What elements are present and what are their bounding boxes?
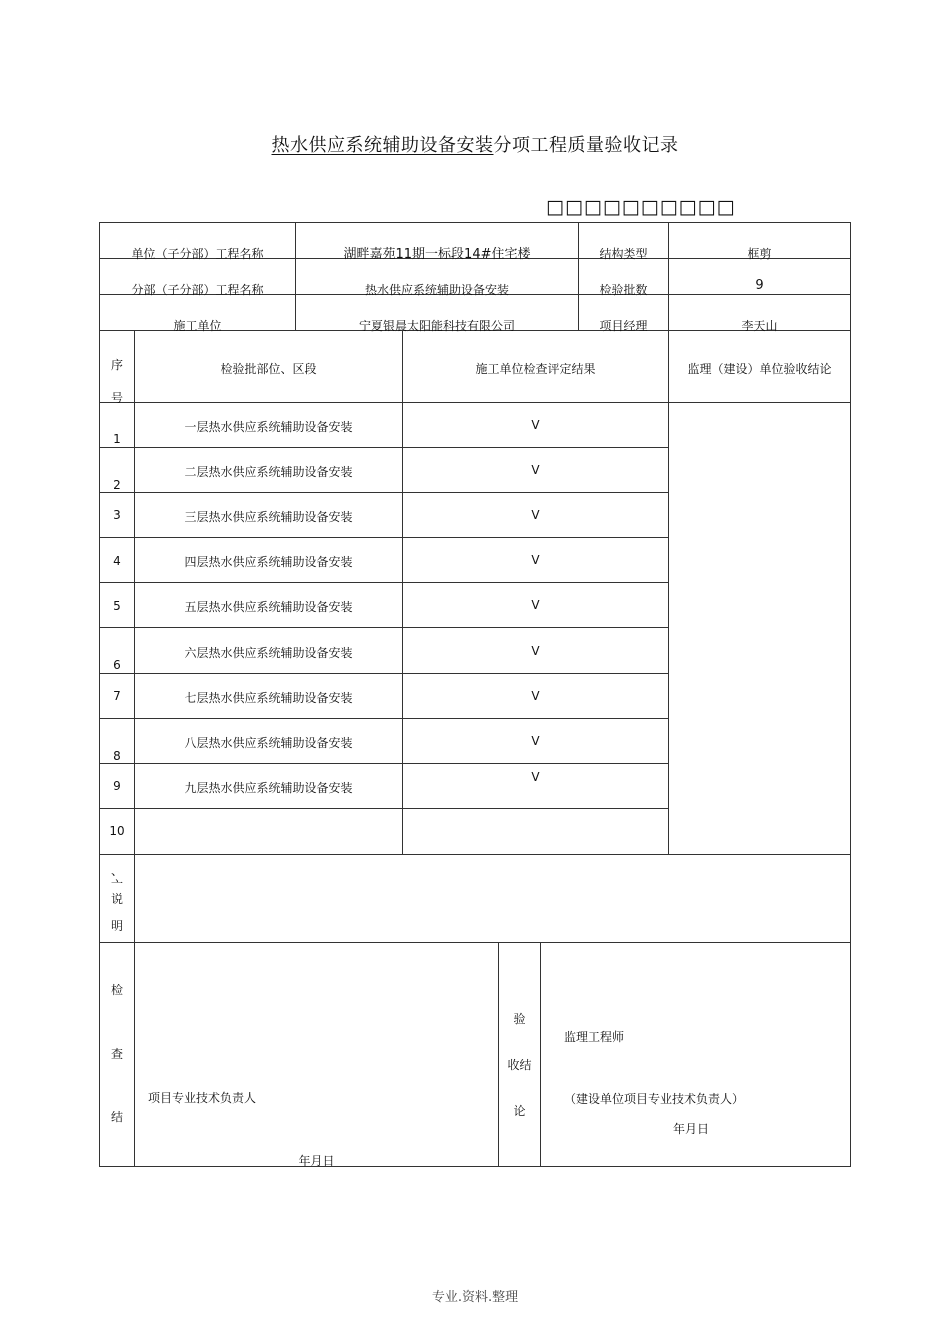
project-manager-value: 李天山 — [741, 319, 778, 333]
conclusion-header: 监理（建设）单位验收结论 — [687, 362, 832, 376]
row-result: V — [531, 770, 540, 784]
row-result: V — [531, 418, 540, 432]
row-number: 10 — [109, 824, 125, 838]
seq-header-2: 号 — [110, 391, 123, 405]
rule — [99, 854, 851, 855]
supervising-engineer: 监理工程师 — [564, 1030, 625, 1044]
notes-label-1: 说 — [110, 892, 123, 906]
rule — [99, 402, 851, 403]
rule — [850, 222, 851, 1167]
check-date: 年月日 — [298, 1154, 335, 1168]
row-number: 7 — [113, 689, 121, 703]
structure-type-label: 结构类型 — [599, 247, 648, 261]
row-number: 6 — [113, 658, 121, 672]
row-location: 八层热水供应系统辅助设备安装 — [184, 736, 353, 750]
rule — [99, 627, 669, 628]
result-header: 施工单位检查评定结果 — [475, 362, 596, 376]
title-rest: 分项工程质量验收记录 — [493, 135, 679, 156]
row-location: 九层热水供应系统辅助设备安装 — [184, 781, 353, 795]
batch-count-value: 9 — [755, 278, 764, 293]
rule — [99, 222, 851, 223]
row-number: 8 — [113, 749, 121, 763]
rule — [99, 808, 669, 809]
row-result: V — [531, 598, 540, 612]
page-title — [0, 131, 950, 157]
accept-label-2: 收结 — [507, 1058, 532, 1072]
notes-mark: 、 — [110, 864, 123, 878]
rule — [99, 673, 669, 674]
structure-type-value: 框剪 — [747, 247, 772, 261]
rule — [99, 492, 669, 493]
check-label-2: 查 — [110, 1047, 123, 1061]
location-header: 检验批部位、区段 — [220, 362, 317, 376]
row-number: 3 — [113, 508, 121, 522]
notes-label-2: 明 — [110, 919, 123, 933]
rule — [99, 718, 669, 719]
check-label-1: 检 — [110, 983, 123, 997]
rule — [99, 447, 669, 448]
rule — [295, 222, 296, 330]
code-boxes: □□□□□□□□□□ — [546, 196, 736, 218]
row-location: 五层热水供应系统辅助设备安装 — [184, 600, 353, 614]
row-result: V — [531, 644, 540, 658]
rule — [99, 537, 669, 538]
row-location: 三层热水供应系统辅助设备安装 — [184, 510, 353, 524]
row-location: 二层热水供应系统辅助设备安装 — [184, 465, 353, 479]
rule — [498, 942, 499, 1167]
row-result: V — [531, 734, 540, 748]
check-label-3: 结 — [110, 1110, 123, 1124]
unit-name-value: 湖畔嘉苑11期一标段14#住宅楼 — [343, 247, 531, 262]
accept-label-3: 论 — [513, 1104, 526, 1118]
row-location: 七层热水供应系统辅助设备安装 — [184, 691, 353, 705]
sub-project-value: 热水供应系统辅助设备安装 — [364, 283, 509, 297]
row-number: 5 — [113, 599, 121, 613]
owner-tech-lead: （建设单位项目专业技术负责人） — [564, 1092, 745, 1106]
contractor-value: 宁夏银晨太阳能科技有限公司 — [358, 319, 515, 333]
project-manager-label: 项目经理 — [599, 319, 648, 333]
row-location: 六层热水供应系统辅助设备安装 — [184, 646, 353, 660]
project-tech-lead: 项目专业技术负责人 — [148, 1091, 257, 1105]
row-number: 9 — [113, 779, 121, 793]
row-number: 2 — [113, 478, 121, 492]
row-number: 1 — [113, 432, 121, 446]
accept-date: 年月日 — [672, 1122, 709, 1136]
contractor-label: 施工单位 — [173, 319, 222, 333]
row-number: 4 — [113, 554, 121, 568]
rule — [99, 942, 851, 943]
row-result: V — [531, 508, 540, 522]
page-footer: 专业.资料.整理 — [431, 1290, 519, 1305]
row-location: 一层热水供应系统辅助设备安装 — [184, 420, 353, 434]
row-result: V — [531, 689, 540, 703]
row-result: V — [531, 553, 540, 567]
accept-label-1: 验 — [513, 1012, 526, 1026]
row-result: V — [531, 463, 540, 477]
unit-name-label: 单位（子分部）工程名称 — [131, 247, 264, 261]
rule — [99, 763, 669, 764]
sub-project-label: 分部（子分部）工程名称 — [131, 283, 264, 297]
seq-header-1: 序 — [110, 358, 123, 372]
row-location: 四层热水供应系统辅助设备安装 — [184, 555, 353, 569]
notes-mark-2: 亠 — [110, 878, 123, 892]
batch-count-label: 检验批数 — [599, 283, 648, 297]
title-underlined: 热水供应系统辅助设备安装 — [271, 135, 494, 156]
rule — [578, 222, 579, 330]
rule — [99, 582, 669, 583]
